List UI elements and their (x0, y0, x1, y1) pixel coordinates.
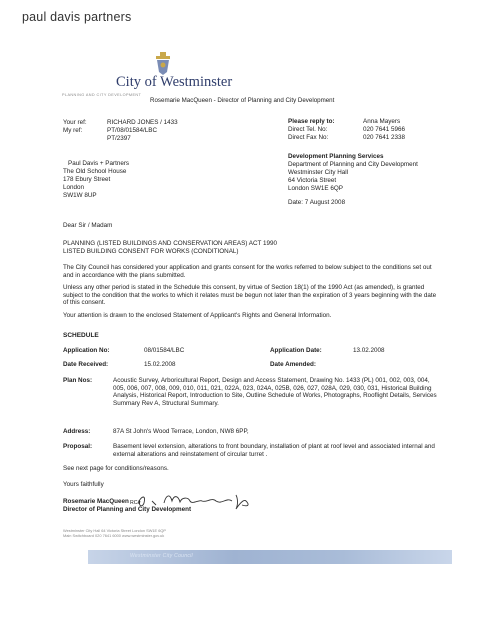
application-no-label: Application No: (63, 347, 110, 354)
application-no-value: 08/01584/LBC (144, 347, 185, 354)
signatory-name: Rosemarie MacQueen (63, 498, 129, 505)
my-ref-label: My ref: (63, 127, 83, 134)
dept-line: London SW1E 6QP (288, 185, 343, 192)
rights-paragraph: Your attention is drawn to the enclosed Statement of Applicant's Rights and General Information. (63, 312, 332, 319)
dept-line: 64 Victoria Street (288, 177, 337, 184)
address-value: 87A St John's Wood Terrace, London, NW8 6PP, (113, 428, 249, 435)
westminster-crest-icon (150, 50, 176, 76)
direct-tel-value: 020 7641 5966 (363, 126, 406, 133)
footer-switchboard: Main Switchboard 020 7641 6000 www.westminster.gov.uk (63, 533, 165, 538)
letterhead-unit-line: PLANNING AND CITY DEVELOPMENT (62, 93, 142, 97)
salutation: Dear Sir / Madam (63, 222, 113, 229)
recipient-line: The Old School House (63, 168, 127, 175)
consent-paragraph: The City Council has considered your application and grants consent for the works referred to below subject to the conditions set out and in accordance with the plans submitted. (63, 264, 432, 279)
address-label: Address: (63, 428, 91, 435)
my-ref-value: PT/08/01584/LBC (107, 127, 158, 134)
application-date-value: 13.02.2008 (353, 347, 385, 354)
letter-date: Date: 7 August 2008 (288, 199, 346, 206)
your-ref-value: RICHARD JONES / 1433 (107, 119, 178, 126)
dept-title: Development Planning Services (288, 153, 384, 160)
direct-tel-label: Direct Tel. No: (288, 126, 328, 133)
direct-fax-label: Direct Fax No: (288, 134, 329, 141)
plan-nos-label: Plan Nos: (63, 377, 93, 384)
letterhead-director-line: Rosemarie MacQueen - Director of Planning and City Development (150, 97, 335, 104)
reply-to-label: Please reply to: (288, 118, 335, 125)
date-received-label: Date Received: (63, 361, 109, 368)
date-received-value: 15.02.2008 (144, 361, 176, 368)
act-heading-1: PLANNING (LISTED BUILDINGS AND CONSERVATION AREAS) ACT 1990 (63, 240, 278, 247)
see-next-page: See next page for conditions/reasons. (63, 465, 169, 472)
recipient-line: London (63, 184, 85, 191)
fax-header: paul davis partners (22, 10, 132, 24)
your-ref-label: Your ref: (63, 119, 87, 126)
recipient-line: SW1W 8UP (63, 192, 97, 199)
schedule-heading: SCHEDULE (63, 332, 99, 339)
footer-address: Westminster City Hall 64 Victoria Street London SW1E 6QP (63, 528, 167, 533)
city-logo-text: City of Westminster (116, 74, 233, 90)
stray-mark: ˙ (14, 0, 17, 8)
date-amended-label: Date Amended: (270, 361, 316, 368)
act-heading-2: LISTED BUILDING CONSENT FOR WORKS (CONDITIONAL) (63, 248, 239, 255)
signatory-title: Director of Planning and City Development (63, 506, 192, 513)
dept-line: Department of Planning and City Development (288, 161, 418, 168)
closing: Yours faithfully (63, 481, 104, 488)
application-date-label: Application Date: (270, 347, 322, 354)
signatory-initials: RCJ (130, 500, 141, 506)
plan-nos-value: Acoustic Survey, Arboricultural Report, Design and Access Statement, Drawing No. 1433 (PL) 001, 002, 003, 004, 005, 006, 007, 008, 009, 010, 011, 021, 022A, 023, 024A, 025B, 026, 027, 028A, 029, 030, 031, Historical Building Analysis, Historical Report, Introduction to Site, Outline Schedule of Works, Photographs, Rooflight Details, Services Summary Rev A, Structural Summary. (113, 377, 437, 407)
dept-line: Westminster City Hall (288, 169, 349, 176)
recipient-line: 178 Ebury Street (63, 176, 111, 183)
time-limit-paragraph: Unless any other period is stated in the Schedule this consent, by virtue of Section 18(1) of the 1990 Act (as amended), is granted subject to the condition that the works to which it relates must be begun not later than the expiration of 3 years beginning with the date of this consent. (63, 284, 437, 307)
recipient-line: Paul Davis + Partners (68, 160, 130, 167)
direct-fax-value: 020 7641 2338 (363, 134, 406, 141)
reply-to-name: Anna Mayers (363, 118, 401, 125)
proposal-value: Basement level extension, alterations to front boundary, installation of plant at roof level and associated internal and external alterations and reinstatement of circular turret . (113, 443, 435, 458)
proposal-label: Proposal: (63, 443, 93, 450)
my-ref-value-2: PT/2397 (107, 135, 131, 142)
footer-bar-text: Westminster City Council (130, 553, 193, 559)
